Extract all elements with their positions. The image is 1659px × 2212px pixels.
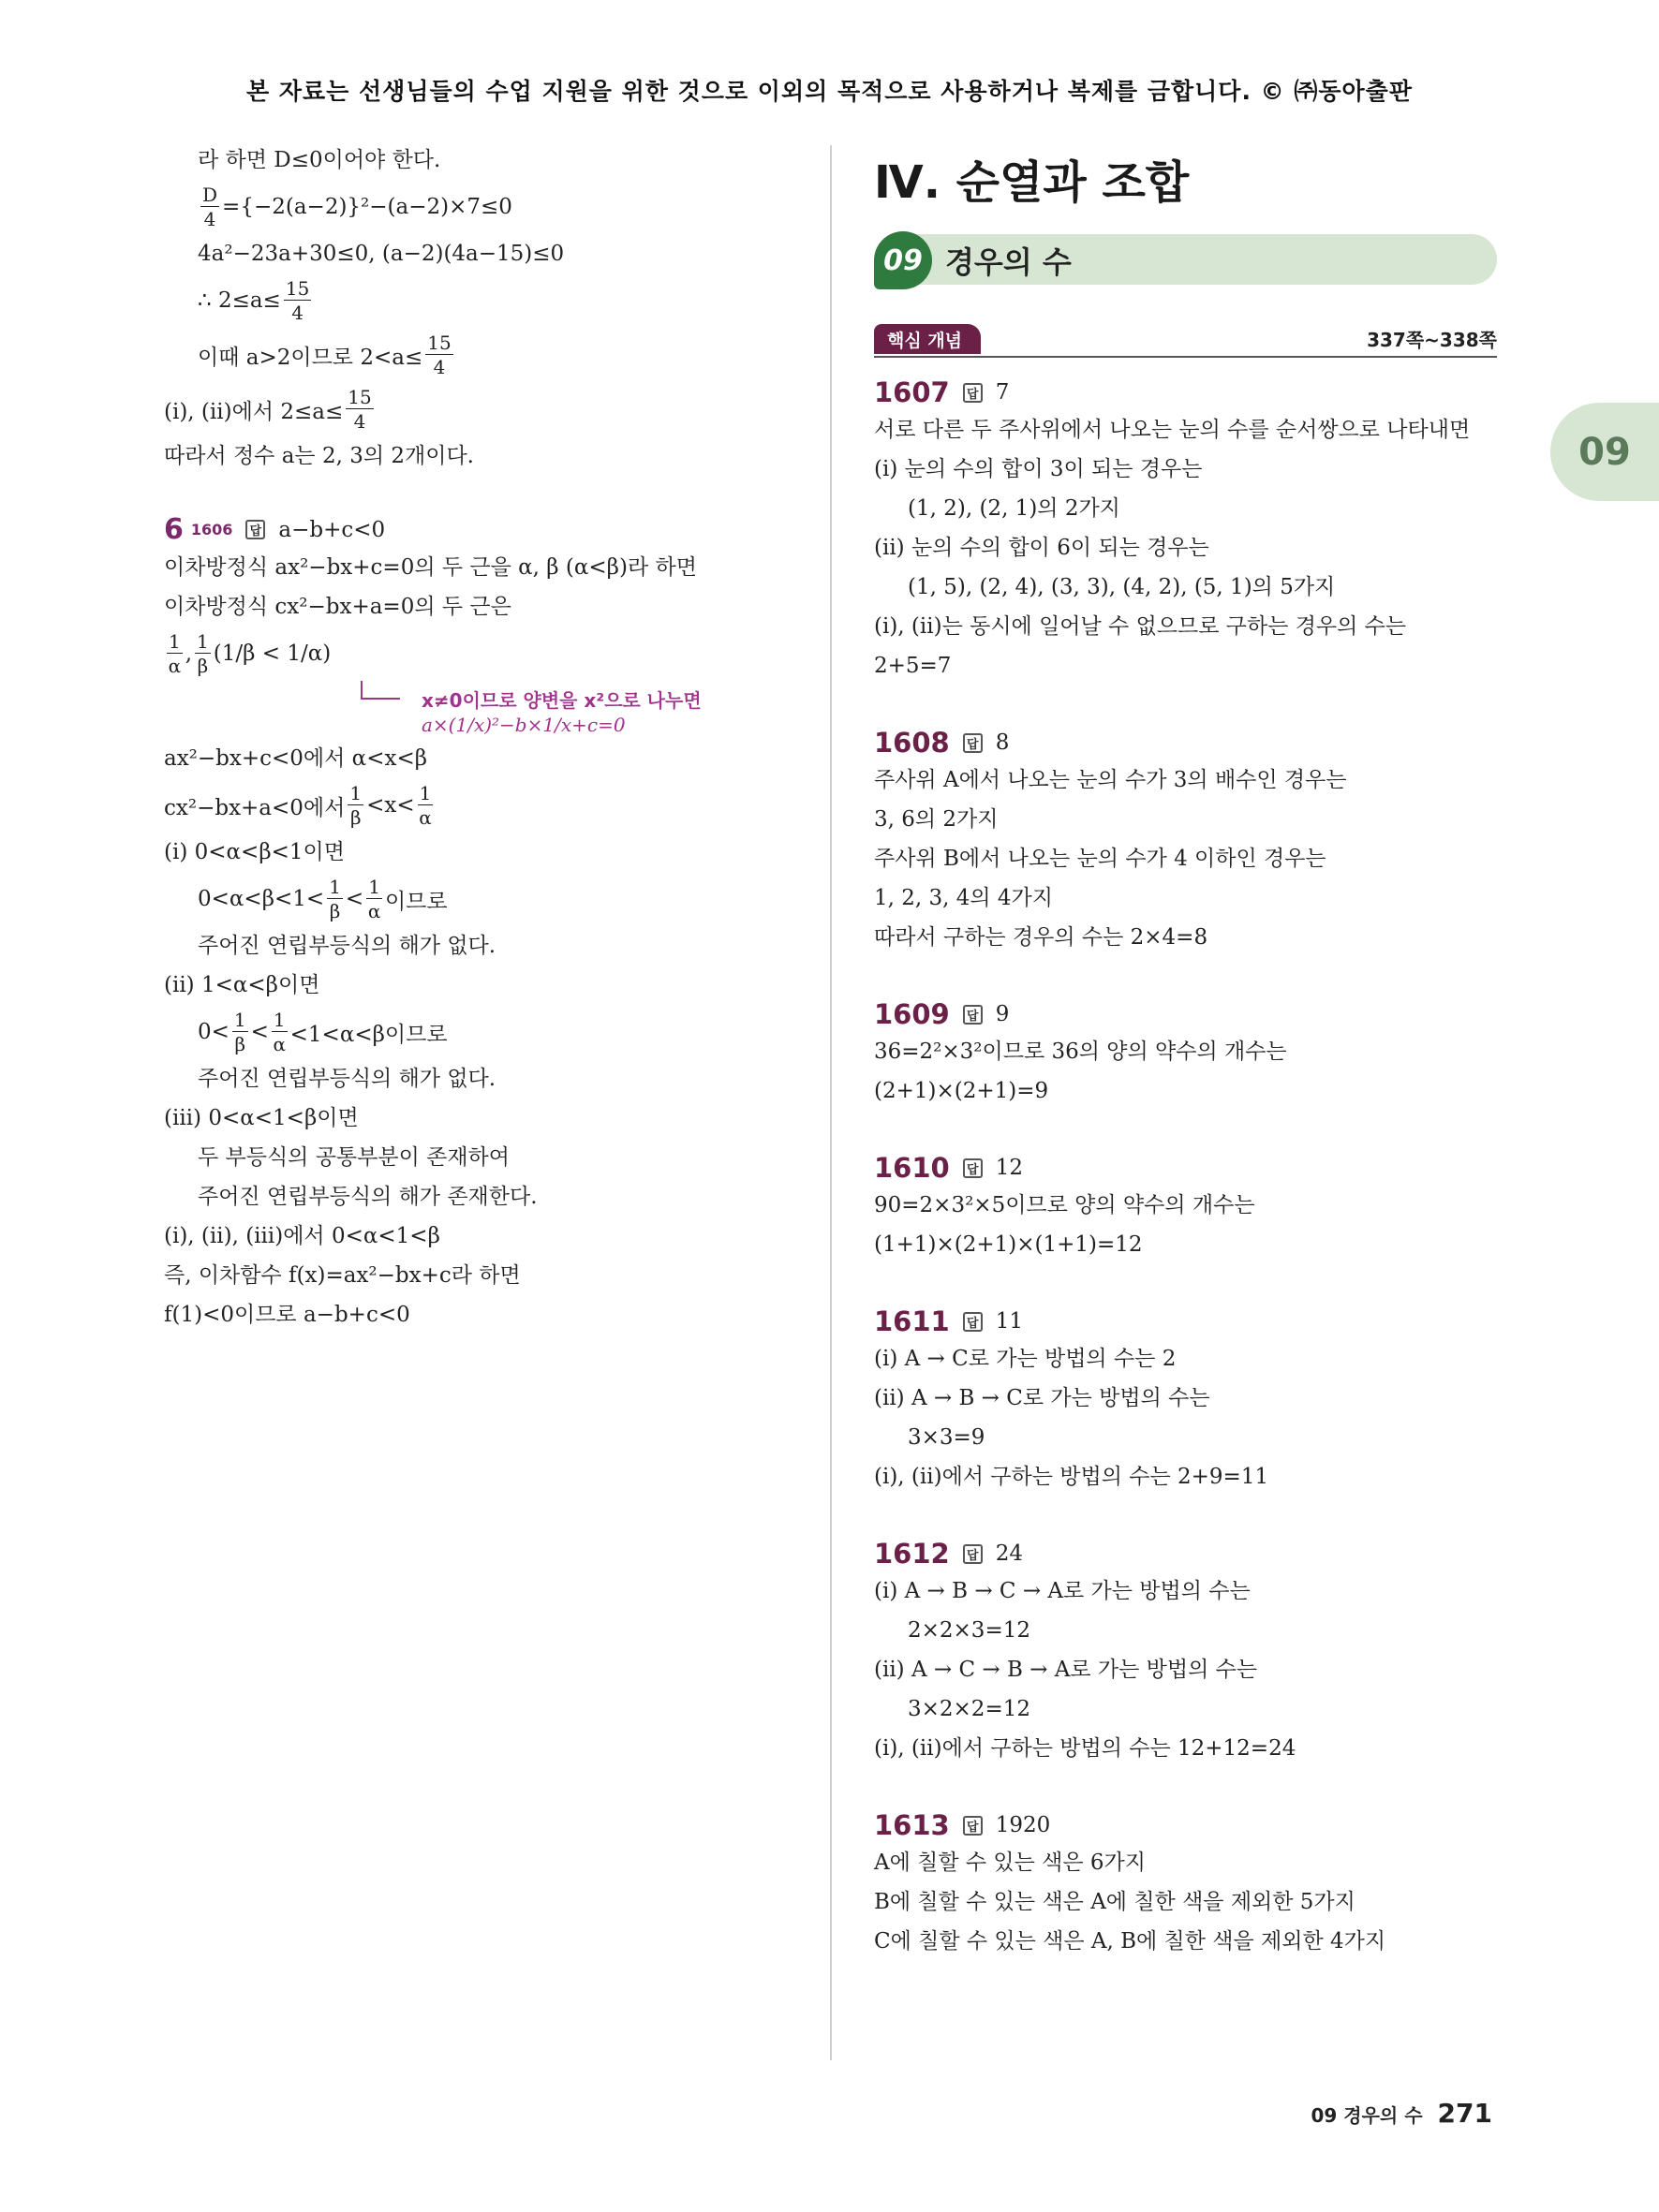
text-line: 라 하면 D≤0이어야 한다. xyxy=(198,148,441,172)
chapter-header xyxy=(874,234,1497,287)
concept-header xyxy=(874,318,1497,358)
text-line: 주어진 연립부등식의 해가 존재한다. xyxy=(198,1185,538,1209)
answer-value: 24 xyxy=(995,1541,1023,1566)
math-text: ∴ 2≤a≤ xyxy=(198,288,281,313)
math-line: ax²−bx+c<0에서 α<x<β xyxy=(164,746,428,771)
copyright-notice: 본 자료는 선생님들의 수업 지원을 위한 것으로 이외의 목적으로 사용하거나 복제를 금합니다. © ㈜동아출판 xyxy=(246,78,1413,105)
answer-value: 7 xyxy=(995,380,1010,405)
solution-line: (ⅰ) 눈의 수의 합이 3이 되는 경우는 xyxy=(874,457,1203,481)
math-text: < xyxy=(250,1020,269,1044)
answer-value: 12 xyxy=(995,1156,1023,1180)
text-line: (ⅲ) 0<α<1<β이면 xyxy=(164,1106,359,1130)
problem-header xyxy=(874,1152,1497,1184)
text-line: (ⅰ) 0<α<β<1이면 xyxy=(164,840,345,864)
fraction-numerator: 15 xyxy=(285,277,310,300)
math-text: cx²−bx+a<0에서 xyxy=(164,795,346,820)
math-line xyxy=(164,778,820,833)
fraction-denominator: α xyxy=(367,900,381,922)
math-text: 이때 a>2이므로 2<a≤ xyxy=(198,345,423,370)
math-line xyxy=(164,273,820,328)
text-line: 이차방정식 cx²−bx+a=0의 두 근은 xyxy=(164,595,511,619)
text-line: 주어진 연립부등식의 해가 없다. xyxy=(198,934,496,958)
math-text: 이므로 xyxy=(384,889,448,914)
answer-icon: 답 xyxy=(245,520,265,539)
problem-number: 1613 xyxy=(874,1809,950,1841)
solution-line: (ⅱ) 눈의 수의 합이 6이 되는 경우는 xyxy=(874,536,1209,560)
problem-number: 1608 xyxy=(874,727,950,759)
answer-icon: 답 xyxy=(963,1005,983,1025)
fraction-numerator: 15 xyxy=(348,386,372,408)
solution-line: 1, 2, 3, 4의 4가지 xyxy=(874,886,1053,910)
solution-line: A에 칠할 수 있는 색은 6가지 xyxy=(874,1851,1146,1875)
fraction-denominator: β xyxy=(349,806,362,829)
unit-title: Ⅳ. 순열과 조합 xyxy=(874,156,1190,209)
solution-line: (2+1)×(2+1)=9 xyxy=(874,1079,1049,1103)
solution-line: 3, 6의 2가지 xyxy=(874,807,999,832)
problem-number: 1609 xyxy=(874,998,950,1030)
solution-line: (ⅰ), (ⅱ)는 동시에 일어날 수 없으므로 구하는 경우의 수는 xyxy=(874,614,1407,639)
fraction-numerator: 1 xyxy=(169,630,181,653)
page-number: 271 xyxy=(1437,2098,1492,2129)
left-column xyxy=(164,140,820,1335)
math-text: <x< xyxy=(366,793,415,818)
fraction-numerator: 1 xyxy=(273,1009,286,1031)
problem-number: 1612 xyxy=(874,1538,950,1570)
text-line: 두 부등식의 공통부분이 존재하여 xyxy=(198,1145,510,1170)
problem-number: 1611 xyxy=(874,1305,950,1337)
answer-icon: 답 xyxy=(963,1158,983,1178)
solution-line: 90=2×3²×5이므로 양의 약수의 개수는 xyxy=(874,1193,1255,1217)
math-text: < xyxy=(345,887,364,911)
fraction-numerator: 1 xyxy=(368,876,380,898)
concept-tag: 핵심 개념 xyxy=(874,324,981,354)
problem-block xyxy=(874,376,1497,686)
fraction-numerator: 1 xyxy=(419,782,432,804)
problem-block xyxy=(874,727,1497,957)
solution-line: 주사위 B에서 나오는 눈의 수가 4 이하인 경우는 xyxy=(874,847,1326,871)
math-text: ={−2(a−2)}²−(a−2)×7≤0 xyxy=(222,195,512,219)
problem-header-1606 xyxy=(164,513,820,546)
solution-line: 주사위 A에서 나오는 눈의 수가 3의 배수인 경우는 xyxy=(874,768,1347,792)
fraction-denominator: 4 xyxy=(291,302,304,324)
problem-block xyxy=(874,1305,1497,1497)
math-text: (1/β < 1/α) xyxy=(213,641,332,666)
fraction-numerator: 15 xyxy=(427,332,452,354)
math-text: 0< xyxy=(198,1020,230,1044)
answer-icon: 답 xyxy=(963,383,983,403)
fraction-denominator: α xyxy=(419,806,432,829)
page-footer xyxy=(1311,2098,1493,2129)
problem-code: 1606 xyxy=(190,521,233,538)
chapter-side-tab: 09 xyxy=(1550,403,1659,501)
chapter-number-badge: 09 xyxy=(874,231,932,289)
column-divider xyxy=(830,145,832,2060)
fraction-numerator: 1 xyxy=(349,782,363,804)
problem-number: 1610 xyxy=(874,1152,950,1184)
solution-line: (1+1)×(2+1)×(1+1)=12 xyxy=(874,1232,1143,1257)
math-line xyxy=(164,382,820,436)
hint-text: x≠0이므로 양변을 x²으로 나누면 xyxy=(422,689,702,712)
fraction-denominator: α xyxy=(273,1033,287,1055)
text-line: 주어진 연립부등식의 해가 없다. xyxy=(198,1067,496,1091)
solution-line: (ⅰ), (ⅱ)에서 구하는 방법의 수는 2+9=11 xyxy=(874,1465,1269,1489)
fraction-denominator: β xyxy=(197,655,209,677)
page-range: 337쪽~338쪽 xyxy=(1367,329,1497,351)
math-line xyxy=(164,872,820,926)
answer-value: 9 xyxy=(995,1002,1010,1026)
solution-line: 서로 다른 두 주사위에서 나오는 눈의 수를 순서쌍으로 나타내면 xyxy=(874,418,1471,442)
solution-line: (ⅰ) A → C로 가는 방법의 수는 2 xyxy=(874,1347,1177,1371)
fraction-numerator: D xyxy=(202,184,218,206)
math-line xyxy=(164,328,820,382)
fraction-denominator: 4 xyxy=(433,356,446,378)
solution-line: 따라서 구하는 경우의 수는 2×4=8 xyxy=(874,925,1208,950)
math-line xyxy=(164,1005,820,1059)
text-line: (ⅰ), (ⅱ), (ⅲ)에서 0<α<1<β xyxy=(164,1224,440,1248)
answer-value: 11 xyxy=(995,1309,1023,1334)
fraction-numerator: 1 xyxy=(233,1009,246,1031)
answer-icon: 답 xyxy=(963,733,983,753)
problem-header xyxy=(874,998,1497,1030)
solution-line: 2×2×3=12 xyxy=(908,1618,1030,1643)
footer-chapter-label: 09 경우의 수 xyxy=(1311,2104,1423,2127)
solution-line: C에 칠할 수 있는 색은 A, B에 칠한 색을 제외한 4가지 xyxy=(874,1929,1386,1954)
solution-line: (ⅱ) A → C → B → A로 가는 방법의 수는 xyxy=(874,1658,1258,1682)
answer-icon: 답 xyxy=(963,1312,983,1332)
math-text: (ⅰ), (ⅱ)에서 2≤a≤ xyxy=(164,399,344,424)
fraction-denominator: β xyxy=(234,1033,246,1055)
chapter-title: 경우의 수 xyxy=(945,244,1072,280)
text-line: 이차방정식 ax²−bx+c=0의 두 근을 α, β (α<β)라 하면 xyxy=(164,555,697,580)
problem-block xyxy=(874,998,1497,1111)
problem-header xyxy=(874,727,1497,759)
problem-block xyxy=(874,1538,1497,1768)
fraction-numerator: 1 xyxy=(197,630,209,653)
math-text: <1<α<β이므로 xyxy=(289,1022,448,1047)
fraction-denominator: α xyxy=(168,655,182,677)
solution-line: (ⅰ), (ⅱ)에서 구하는 방법의 수는 12+12=24 xyxy=(874,1736,1296,1761)
solution-line: 36=2²×3²이므로 36의 양의 약수의 개수는 xyxy=(874,1040,1287,1064)
answer-icon: 답 xyxy=(963,1544,983,1564)
text-line: 즉, 이차함수 f(x)=ax²−bx+c라 하면 xyxy=(164,1263,521,1288)
problem-number: 6 xyxy=(164,513,184,546)
solution-line: (1, 2), (2, 1)의 2가지 xyxy=(908,496,1120,521)
answer-value: a−b+c<0 xyxy=(278,517,386,542)
right-column xyxy=(874,140,1497,1961)
math-text: 0<α<β<1< xyxy=(198,887,325,911)
math-line: $\frac{1}{\alpha}$ , $\frac{1}{\beta}$ (1/β < 1/α) xyxy=(168,630,332,677)
fraction-numerator: 1 xyxy=(329,876,341,898)
problem-number: 1607 xyxy=(874,376,950,408)
text-line: 따라서 정수 a는 2, 3의 2개이다. xyxy=(164,444,474,468)
problem-block xyxy=(874,1152,1497,1264)
hint-bracket xyxy=(361,681,400,700)
hint-annotation xyxy=(164,681,820,739)
math-line xyxy=(164,180,820,234)
problem-list xyxy=(874,376,1497,1961)
fraction-denominator: β xyxy=(329,900,341,922)
answer-value: 8 xyxy=(995,730,1010,755)
solution-line: B에 칠할 수 있는 색은 A에 칠한 색을 제외한 5가지 xyxy=(874,1890,1355,1914)
problem-header xyxy=(874,1809,1497,1841)
solution-line: (ⅱ) A → B → C로 가는 방법의 수는 xyxy=(874,1386,1210,1410)
hint-equation: a×(1/x)²−b×1/x+c=0 xyxy=(422,714,626,736)
fraction-denominator: 4 xyxy=(353,410,366,433)
fraction-denominator: 4 xyxy=(203,208,216,230)
text-line: (ⅱ) 1<α<β이면 xyxy=(164,973,320,997)
problem-header xyxy=(874,376,1497,408)
problem-block xyxy=(874,1809,1497,1961)
text-line: f(1)<0이므로 a−b+c<0 xyxy=(164,1303,410,1327)
solution-line: 3×2×2=12 xyxy=(908,1697,1030,1721)
answer-value: 1920 xyxy=(995,1813,1051,1837)
problem-header xyxy=(874,1538,1497,1570)
solution-line: (ⅰ) A → B → C → A로 가는 방법의 수는 xyxy=(874,1579,1251,1603)
math-line: 4a²−23a+30≤0, (a−2)(4a−15)≤0 xyxy=(198,242,565,266)
problem-header xyxy=(874,1305,1497,1337)
solution-line: 2+5=7 xyxy=(874,654,952,678)
solution-line: 3×3=9 xyxy=(908,1425,985,1450)
answer-icon: 답 xyxy=(963,1816,983,1836)
solution-line: (1, 5), (2, 4), (3, 3), (4, 2), (5, 1)의 5가지 xyxy=(908,575,1336,599)
